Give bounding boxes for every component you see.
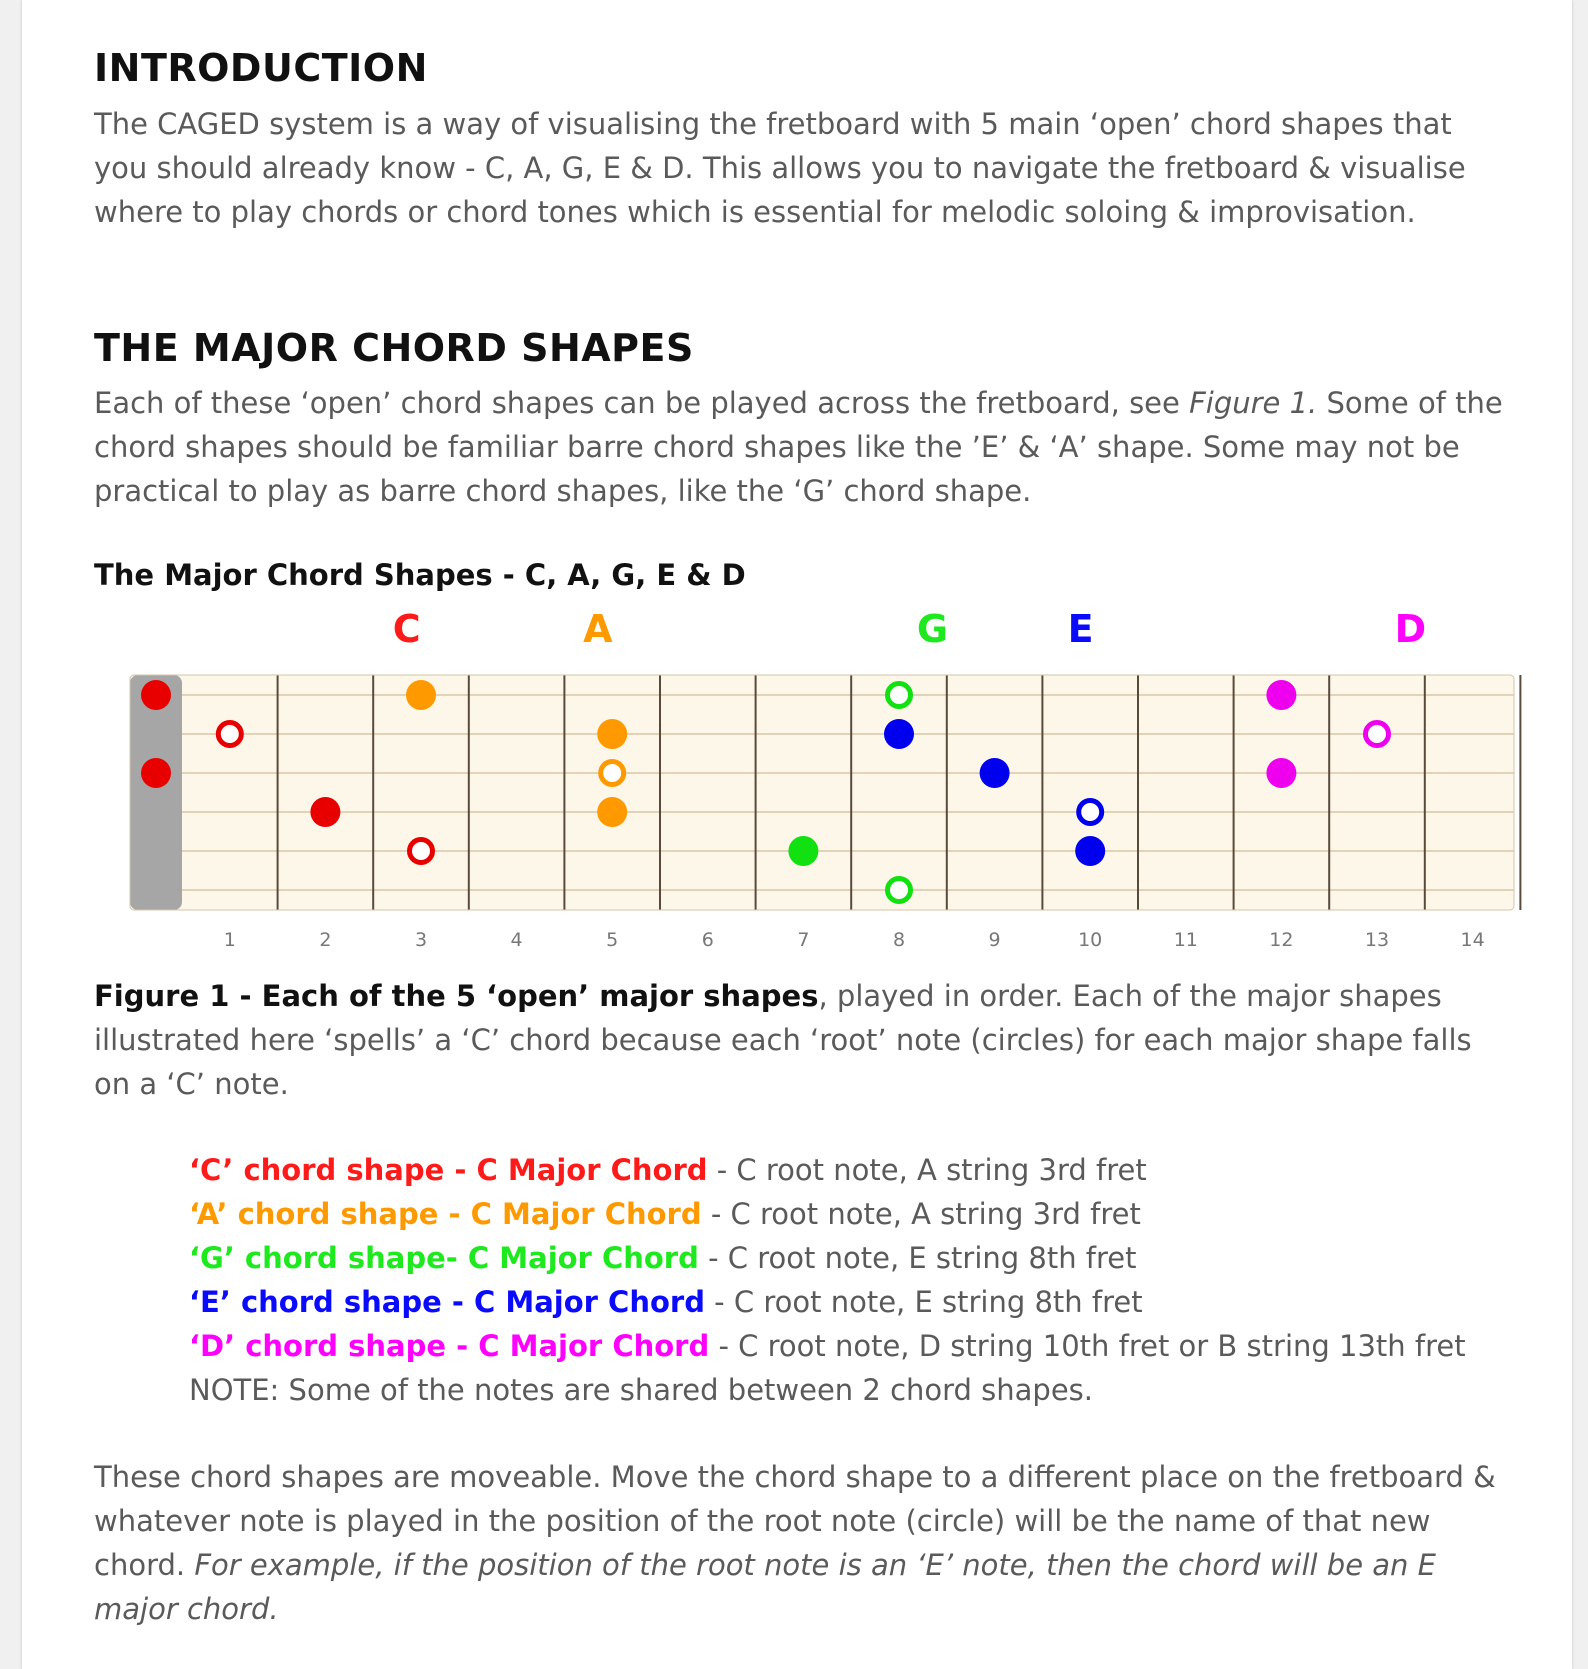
root-note-marker xyxy=(888,879,911,902)
figure-caption-rest: , played in order. Each of the major shapes illustrated here ‘spells’ a ‘C’ chord because each ‘root’ note (circles) for each major shape falls on a ‘C’ note. xyxy=(94,979,1472,1101)
g-shape-label: ‘G’ chord shape- C Major Chord xyxy=(189,1241,699,1275)
shape-letter-label: E xyxy=(1067,607,1094,651)
root-note-marker xyxy=(601,762,624,785)
fret-number: 1 xyxy=(223,929,236,951)
chord-note-marker xyxy=(406,680,436,710)
figure-caption xyxy=(94,974,1514,1106)
e-shape-label: ‘E’ chord shape - C Major Chord xyxy=(189,1285,705,1319)
chord-note-marker xyxy=(141,758,171,788)
figure-title: The Major Chord Shapes - C, A, G, E & D xyxy=(94,558,746,592)
fret-number: 12 xyxy=(1269,929,1294,951)
root-note-marker xyxy=(1366,723,1389,746)
chord-note-marker xyxy=(1075,836,1105,866)
figure-caption-bold: Figure 1 - Each of the 5 ‘open’ major shapes xyxy=(94,979,819,1013)
shape-letter-label: G xyxy=(916,607,949,651)
fretboard-diagram xyxy=(94,0,1524,1669)
shared-notes-note: NOTE: Some of the notes are shared between 2 chord shapes. xyxy=(189,1373,1094,1407)
d-shape-desc: - C root note, D string 10th fret or B string 13th fret xyxy=(709,1329,1466,1363)
major-shapes-heading: THE MAJOR CHORD SHAPES xyxy=(94,326,694,370)
moveable-example: For example, if the position of the root note is an ‘E’ note, then the chord will be an E major chord. xyxy=(94,1548,1436,1626)
chord-note-marker xyxy=(1266,758,1296,788)
chord-note-marker xyxy=(1266,680,1296,710)
fret-number: 2 xyxy=(319,929,332,951)
list-item-g-shape xyxy=(189,1236,1529,1280)
document-page xyxy=(22,0,1572,1669)
e-shape-desc: - C root note, E string 8th fret xyxy=(704,1285,1143,1319)
fret-number: 14 xyxy=(1460,929,1485,951)
c-shape-desc: - C root note, A string 3rd fret xyxy=(707,1153,1147,1187)
moveable-text: These chord shapes are moveable. Move the chord shape to a different place on the fretboard & whatever note is played in the position of the root note (circle) will be the name of that new chord. xyxy=(94,1460,1496,1582)
figure-reference: Figure 1. xyxy=(1189,386,1318,420)
intro-paragraph: The CAGED system is a way of visualising the fretboard with 5 main ‘open’ chord shapes that you should already know - C, A, G, E & D. This allows you to navigate the fretboard & visualise where to play chords or chord tones which is essential for melodic soloing & improvisation. xyxy=(94,107,1466,229)
shape-letter-label: A xyxy=(583,607,613,651)
chord-note-marker xyxy=(980,758,1010,788)
major-text-before: Each of these ‘open’ chord shapes can be played across the fretboard, see xyxy=(94,386,1190,420)
fret-number: 5 xyxy=(606,929,619,951)
a-shape-desc: - C root note, A string 3rd fret xyxy=(701,1197,1141,1231)
fret-number: 13 xyxy=(1364,929,1390,951)
list-item-e-shape xyxy=(189,1280,1529,1324)
chord-note-marker xyxy=(310,797,340,827)
shape-letter-label: C xyxy=(392,607,421,651)
moveable-paragraph xyxy=(94,1455,1514,1631)
chord-note-marker xyxy=(597,719,627,749)
chord-shape-list xyxy=(189,1148,1529,1412)
fret-number: 3 xyxy=(414,929,428,951)
fret-number: 7 xyxy=(797,929,810,951)
chord-note-marker xyxy=(788,836,818,866)
list-item-c-shape xyxy=(189,1148,1529,1192)
chord-note-marker xyxy=(141,680,171,710)
a-shape-label: ‘A’ chord shape - C Major Chord xyxy=(189,1197,702,1231)
root-note-marker xyxy=(1079,801,1102,824)
fret-number: 10 xyxy=(1078,929,1103,951)
fretboard-nut xyxy=(130,675,182,910)
list-item-a-shape xyxy=(189,1192,1529,1236)
list-item-d-shape xyxy=(189,1324,1529,1368)
fret-number: 9 xyxy=(988,929,1001,951)
chord-note-marker xyxy=(597,797,627,827)
major-text-after: Some of the chord shapes should be familiar barre chord shapes like the ’E’ & ‘A’ shape. Some may not be practical to play as barre chord shapes, like the ‘G’ chord shape. xyxy=(94,386,1503,508)
fret-number: 4 xyxy=(510,929,523,951)
root-note-marker xyxy=(218,723,241,746)
c-shape-label: ‘C’ chord shape - C Major Chord xyxy=(189,1153,708,1187)
g-shape-desc: - C root note, E string 8th fret xyxy=(698,1241,1137,1275)
root-note-marker xyxy=(410,840,433,863)
root-note-marker xyxy=(888,684,911,707)
d-shape-label: ‘D’ chord shape - C Major Chord xyxy=(189,1329,710,1363)
fret-number: 11 xyxy=(1173,929,1198,951)
fretboard-background xyxy=(130,675,1514,910)
shape-letter-label: D xyxy=(1394,607,1427,651)
fret-number: 6 xyxy=(701,929,714,951)
intro-heading: INTRODUCTION xyxy=(94,46,428,90)
fret-number: 8 xyxy=(892,929,906,951)
chord-note-marker xyxy=(884,719,914,749)
